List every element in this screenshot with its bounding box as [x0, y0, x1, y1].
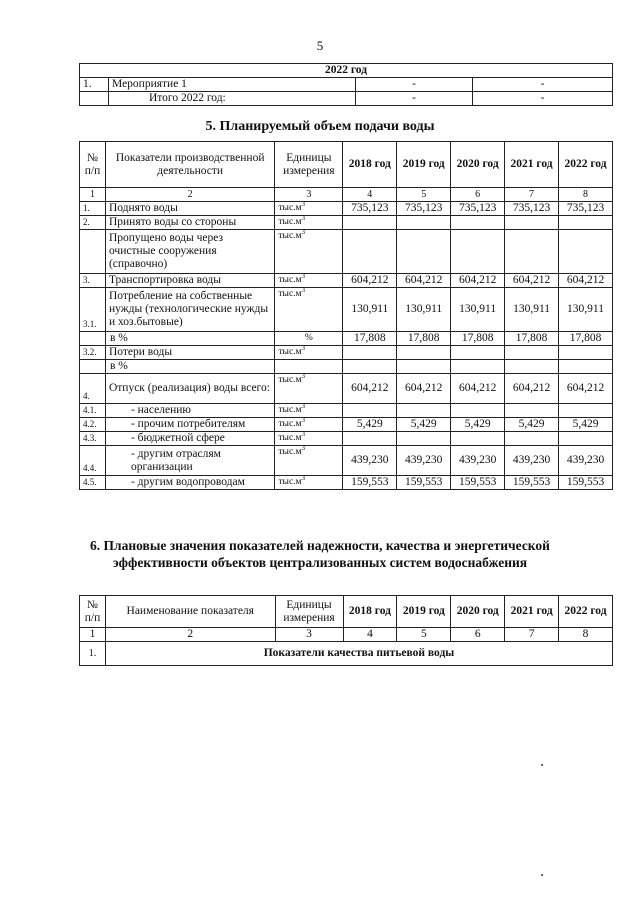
t5-unit-label: тыс.м [278, 433, 302, 443]
top-row-1-v1: - [356, 78, 473, 92]
t5-header-num: № п/п [80, 142, 106, 188]
t6-colnum-3: 3 [275, 628, 343, 642]
t5-row [80, 404, 613, 418]
t5-row-name: - другим отраслям организации [105, 446, 274, 476]
t5-row-name: Поднято воды [105, 202, 274, 216]
t5-row-value [505, 346, 559, 360]
t5-header-year-2021: 2021 год [505, 142, 559, 188]
t5-unit-sup: 3 [301, 271, 306, 280]
t5-row-value: 159,553 [559, 476, 613, 490]
t5-unit-label: тыс.м [278, 419, 302, 429]
t5-row-value: 439,230 [451, 446, 505, 476]
t5-row-value: 5,429 [505, 418, 559, 432]
section6-title: 6. Плановые значения показателей надежности, качества и энергетической эффективности объектов централизованных систем водоснабжения [90, 538, 550, 570]
t5-row-value [397, 360, 451, 374]
t5-unit-sup: 3 [301, 371, 306, 380]
t5-row-num: 1. [80, 202, 106, 216]
t5-unit-sup: 3 [301, 473, 306, 482]
t5-colnum-5: 5 [397, 188, 451, 202]
t5-unit-label: тыс.м [278, 217, 302, 227]
top-table [79, 63, 613, 106]
t5-row-value [451, 346, 505, 360]
t5-row-value: 130,911 [397, 288, 451, 332]
t5-row-unit: % [275, 332, 343, 346]
t5-header-year-2019: 2019 год [397, 142, 451, 188]
t5-row-value [397, 216, 451, 230]
t6-colnum-5: 5 [397, 628, 451, 642]
top-row-1-v2: - [473, 78, 613, 92]
page-number: 5 [316, 38, 324, 53]
t5-row-value [559, 216, 613, 230]
t5-row-value: 5,429 [343, 418, 397, 432]
t5-unit-label: тыс.м [278, 231, 302, 241]
t6-colnum-6: 6 [451, 628, 505, 642]
t5-row-value: 159,553 [397, 476, 451, 490]
t5-row-value: 159,553 [343, 476, 397, 490]
t5-row-unit [275, 371, 343, 404]
t5-header-indicator: Показатели производственной деятельности [105, 142, 274, 188]
t5-row-num: 4.1. [80, 404, 106, 418]
t5-row-value [343, 230, 397, 274]
t5-colnum-3: 3 [275, 188, 343, 202]
t5-row-value [451, 216, 505, 230]
top-row-2-v2: - [473, 92, 613, 106]
t6-header-year-2022: 2022 год [559, 596, 613, 628]
scan-speck [541, 764, 543, 766]
t5-row-unit [275, 360, 343, 374]
t5-row-value: 439,230 [397, 446, 451, 476]
t5-row-name: Потери воды [105, 346, 274, 360]
t5-row-name: Потребление на собственные нужды (технологические нужды и хоз.бытовые) [105, 288, 274, 332]
t5-row-unit [275, 199, 343, 216]
t5-row-unit [275, 401, 343, 418]
section5-title: 5. Планируемый объем подачи воды [205, 119, 435, 134]
t5-row [80, 332, 613, 346]
t5-unit-sup: 3 [301, 443, 306, 452]
t5-row [80, 476, 613, 490]
t5-row-value: 604,212 [505, 374, 559, 404]
t5-row-value: 159,553 [505, 476, 559, 490]
t5-row-value [451, 432, 505, 446]
t5-row-unit [275, 271, 343, 288]
t5-row-value: 130,911 [559, 288, 613, 332]
top-row-1-name: Мероприятие 1 [109, 78, 356, 92]
top-row-2-name: Итого 2022 год: [109, 92, 356, 106]
t5-row-unit [275, 227, 343, 274]
t5-row-unit [275, 343, 343, 360]
t5-row-value [343, 432, 397, 446]
t5-row-value: 604,212 [343, 374, 397, 404]
t5-row-value: 5,429 [397, 418, 451, 432]
t5-row-value: 604,212 [451, 274, 505, 288]
section5-table [79, 141, 613, 490]
t5-row-value: 604,212 [559, 374, 613, 404]
t5-row-value [343, 216, 397, 230]
t5-row-name: - прочим потребителям [105, 418, 274, 432]
t5-row-value: 735,123 [559, 202, 613, 216]
t5-unit-label: тыс.м [278, 405, 302, 415]
t6-header-year-2018: 2018 год [343, 596, 397, 628]
t5-unit-label: тыс.м [278, 447, 302, 457]
t5-row-value: 439,230 [343, 446, 397, 476]
t5-row-unit [275, 443, 343, 476]
t5-row-value [505, 360, 559, 374]
t5-colnum-2: 2 [105, 188, 274, 202]
t5-row [80, 274, 613, 288]
t5-unit-label: тыс.м [278, 289, 302, 299]
t5-colnum-6: 6 [451, 188, 505, 202]
t5-row-value: 17,808 [343, 332, 397, 346]
t5-row-unit [275, 429, 343, 446]
t5-header-year-2022: 2022 год [559, 142, 613, 188]
t5-row-value: 604,212 [505, 274, 559, 288]
t5-row-name: Принято воды со стороны [105, 216, 274, 230]
t5-header-year-2020: 2020 год [451, 142, 505, 188]
t6-colnum-2: 2 [105, 628, 275, 642]
scan-speck [541, 874, 543, 876]
t5-row-value: 604,212 [343, 274, 397, 288]
t5-row-value [505, 432, 559, 446]
t5-unit-sup: 3 [301, 213, 306, 222]
section6-table [79, 595, 613, 666]
t5-unit-sup: 3 [301, 415, 306, 424]
t5-row-value [397, 346, 451, 360]
t5-row-value [505, 216, 559, 230]
t5-row [80, 202, 613, 216]
t6-row-1-num: 1. [80, 642, 106, 666]
t5-row-value: 735,123 [343, 202, 397, 216]
t5-row-num [80, 230, 106, 274]
t5-unit-sup: 3 [301, 199, 306, 208]
t5-row-num: 4. [80, 374, 106, 404]
t6-colnum-4: 4 [343, 628, 397, 642]
t5-unit-sup: 3 [301, 227, 306, 236]
t5-row [80, 446, 613, 476]
t6-colnum-8: 8 [559, 628, 613, 642]
t5-row-value [559, 404, 613, 418]
t5-unit-label: тыс.м [278, 275, 302, 285]
t5-row-num: 3.1. [80, 288, 106, 332]
t5-row-num: 4.5. [80, 476, 106, 490]
t6-header-unit: Единицы измерения [275, 596, 343, 628]
t5-row-value: 439,230 [505, 446, 559, 476]
t5-row-unit [275, 213, 343, 230]
t6-colnum-1: 1 [80, 628, 106, 642]
t5-row-num: 4.3. [80, 432, 106, 446]
t5-row-num: 3.2. [80, 346, 106, 360]
t6-header-year-2021: 2021 год [505, 596, 559, 628]
t5-unit-label: тыс.м [278, 347, 302, 357]
t5-row-value: 604,212 [397, 274, 451, 288]
t5-row-name: Пропущено воды через очистные сооружения (справочно) [105, 230, 274, 274]
t5-row-value [343, 404, 397, 418]
t5-row [80, 432, 613, 446]
t5-row-value: 604,212 [451, 374, 505, 404]
t5-row-num: 4.2. [80, 418, 106, 432]
t5-row-num: 3. [80, 274, 106, 288]
t5-row [80, 360, 613, 374]
t5-row [80, 346, 613, 360]
t5-colnum-8: 8 [559, 188, 613, 202]
t6-colnum-7: 7 [505, 628, 559, 642]
t5-row-value [343, 360, 397, 374]
t5-row-num [80, 332, 106, 346]
t5-row-value: 604,212 [559, 274, 613, 288]
t5-row-value [559, 432, 613, 446]
t5-row-value: 159,553 [451, 476, 505, 490]
t5-unit-label: тыс.м [278, 477, 302, 487]
top-row-1-num: 1. [80, 78, 109, 92]
t5-row [80, 230, 613, 274]
t5-row-name: в % [105, 360, 274, 374]
t5-row [80, 288, 613, 332]
t5-row-value: 130,911 [505, 288, 559, 332]
t5-row-value: 735,123 [451, 202, 505, 216]
t5-row-name: Транспортировка воды [105, 274, 274, 288]
t5-colnum-7: 7 [505, 188, 559, 202]
t5-row-value: 5,429 [559, 418, 613, 432]
t5-row-num: 4.4. [80, 446, 106, 476]
t5-row-value: 735,123 [397, 202, 451, 216]
t5-row-value: 604,212 [397, 374, 451, 404]
t5-row-value: 130,911 [451, 288, 505, 332]
t5-colnum-4: 4 [343, 188, 397, 202]
top-row-2-num [80, 92, 109, 106]
t5-row-value [559, 360, 613, 374]
t5-row-name: - населению [105, 404, 274, 418]
t5-row-value: 17,808 [559, 332, 613, 346]
t5-row [80, 374, 613, 404]
t5-unit-sup: 3 [301, 285, 306, 294]
t5-unit-label: тыс.м [278, 375, 302, 385]
t5-row-value: 17,808 [451, 332, 505, 346]
t5-header-unit: Единицы измерения [275, 142, 343, 188]
t5-row-value [559, 346, 613, 360]
top-table-year-header: 2022 год [80, 64, 613, 78]
t5-row-value: 735,123 [505, 202, 559, 216]
t5-header-year-2018: 2018 год [343, 142, 397, 188]
t5-row-unit [275, 473, 343, 490]
t5-row-name: Отпуск (реализация) воды всего: [105, 374, 274, 404]
t5-row-value [451, 230, 505, 274]
t5-row-num: 2. [80, 216, 106, 230]
t5-row-value: 17,808 [505, 332, 559, 346]
t6-header-num: № п/п [80, 596, 106, 628]
t5-row-value [451, 360, 505, 374]
t5-row-value [505, 404, 559, 418]
t5-row-value [397, 230, 451, 274]
t5-row-value: 5,429 [451, 418, 505, 432]
t5-unit-sup: 3 [301, 429, 306, 438]
t5-row-name: - бюджетной сфере [105, 432, 274, 446]
t6-header-indicator: Наименование показателя [105, 596, 275, 628]
t5-row [80, 418, 613, 432]
t5-row-value: 439,230 [559, 446, 613, 476]
t5-row-value [505, 230, 559, 274]
t5-unit-sup: 3 [301, 343, 306, 352]
t5-row-value [451, 404, 505, 418]
t5-unit-sup: 3 [301, 401, 306, 410]
t5-row-value [559, 230, 613, 274]
t6-header-year-2020: 2020 год [451, 596, 505, 628]
t5-row-name: - другим водопроводам [105, 476, 274, 490]
t5-row-name: в % [105, 332, 274, 346]
t5-row-unit [275, 285, 343, 332]
t5-row-unit [275, 415, 343, 432]
t5-row-value [343, 346, 397, 360]
t5-row-value: 130,911 [343, 288, 397, 332]
t5-row-value: 17,808 [397, 332, 451, 346]
t6-row-1-name: Показатели качества питьевой воды [105, 642, 612, 666]
t5-unit-label: тыс.м [278, 203, 302, 213]
top-row-2-v1: - [356, 92, 473, 106]
t5-colnum-1: 1 [80, 188, 106, 202]
t6-header-year-2019: 2019 год [397, 596, 451, 628]
t5-row-value [397, 432, 451, 446]
t5-row-num [80, 360, 106, 374]
t5-row-value [397, 404, 451, 418]
t5-row [80, 216, 613, 230]
